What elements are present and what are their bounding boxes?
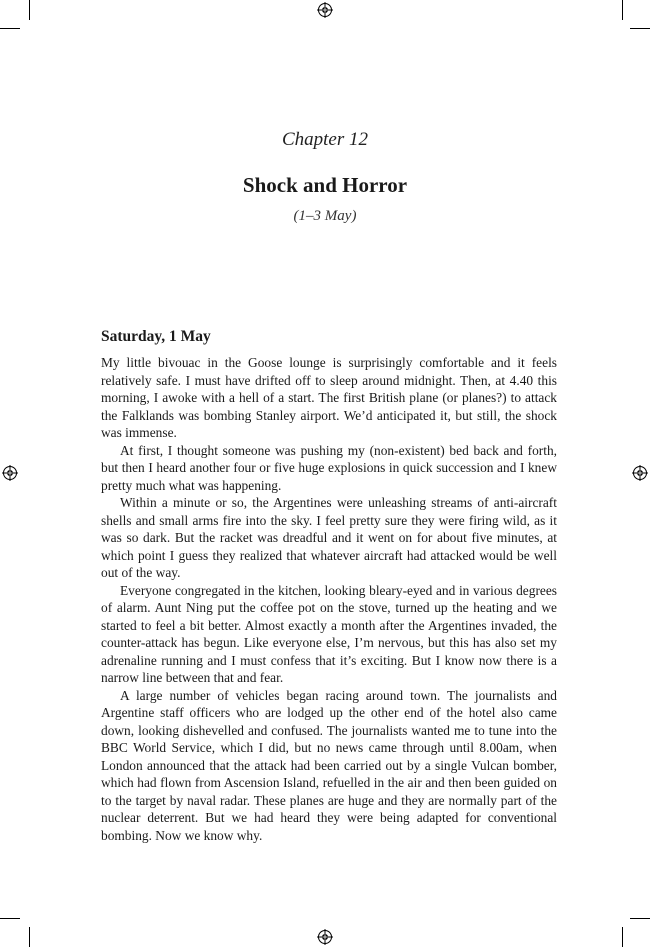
body-paragraph: My little bivouac in the Goose lounge is surprisingly comfortable and it feels relatively safe. I must have drifted off to sleep around midnight. Then, at 4.40 this morning, I awoke with a hell of a start. The first British plane (or planes?) to attack the Falklands was bombing Stanley airport. We’d anticipated it, but still, the shock was immense. — [101, 355, 557, 440]
registration-mark-icon — [632, 465, 648, 481]
crop-mark — [630, 918, 650, 919]
crop-mark — [0, 28, 20, 29]
chapter-dates: (1–3 May) — [293, 208, 357, 224]
registration-mark-icon — [317, 2, 333, 18]
diary-entry-body — [101, 354, 557, 844]
body-paragraph: Within a minute or so, the Argentines were unleashing streams of anti-aircraft shells and small arms fire into the sky. I feel pretty sure they were firing wild, as it was so dark. But the racket was dreadful and it went on for about five minutes, at which point I guess they realized that whatever aircraft had attacked would be well out of the way. — [101, 495, 557, 580]
diary-entry-heading: Saturday, 1 May — [101, 328, 211, 345]
chapter-title: Shock and Horror — [242, 173, 408, 197]
crop-mark — [29, 0, 30, 20]
crop-mark — [29, 927, 30, 947]
crop-mark — [622, 0, 623, 20]
crop-mark — [622, 927, 623, 947]
body-paragraph: At first, I thought someone was pushing my (non-existent) bed back and forth, but then I heard another four or five huge explosions in quick succession and I knew pretty much what was happening. — [101, 442, 557, 493]
body-paragraph: Everyone congregated in the kitchen, looking bleary-eyed and in various degrees of alarm. Aunt Ning put the coffee pot on the stove, turned up the heating and we started to feel a bit better. Almost exactly a month after the Argentines invaded, the counter-attack has begun. Like everyone else, I’m nervous, but this has also set my adrenaline running and I must confess that it’s exciting. But I know now there is a narrow line between that and fear. — [101, 582, 557, 685]
crop-mark — [0, 918, 20, 919]
registration-mark-icon — [2, 465, 18, 481]
crop-mark — [630, 28, 650, 29]
body-paragraph: A large number of vehicles began racing around town. The journalists and Argentine staff officers who are lodged up the other end of the hotel also came down, looking dishevelled and confused. The journalists wanted me to tune into the BBC World Service, which I did, but no news came through until 8.00am, when London announced that the attack had been carried out by a single Vulcan bomber, which had flown from Ascension Island, refuelled in the air and then been guided on to the target by naval radar. These planes are huge and they are normally part of the nuclear deterrent. But we had heard they were being adapted for conventional bombing. Now we know why. — [101, 687, 557, 843]
chapter-label: Chapter 12 — [281, 129, 369, 150]
registration-mark-icon — [317, 929, 333, 945]
